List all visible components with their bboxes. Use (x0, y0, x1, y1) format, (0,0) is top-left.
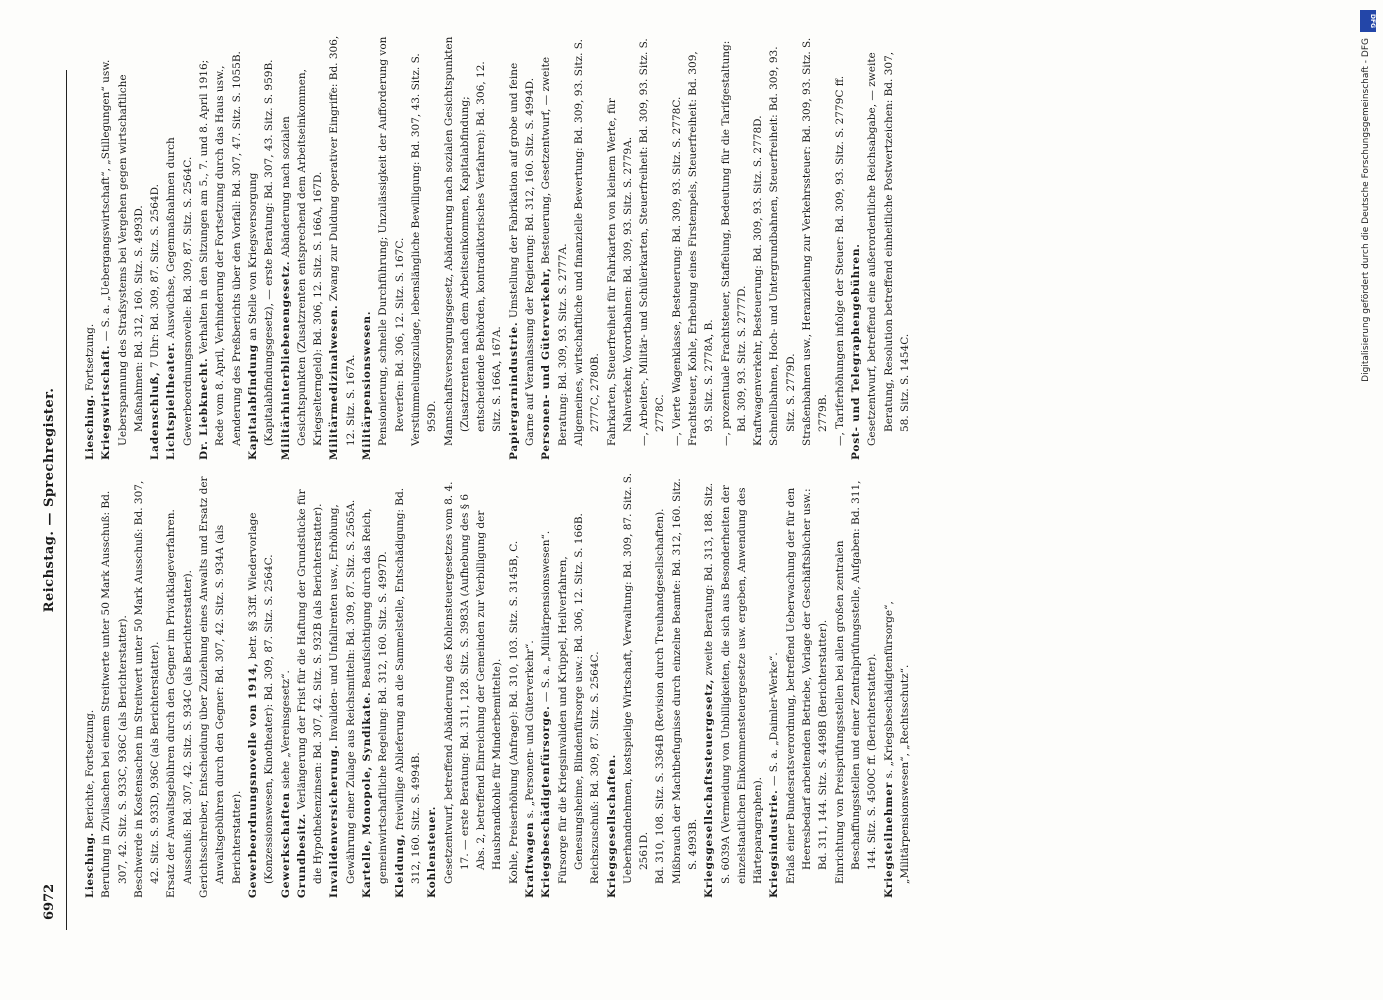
index-entry (864, 35, 913, 460)
index-entry (652, 473, 668, 898)
entry-text: Gesetzentwurf, betreffend eine außerordentliche Reichsabgabe, — zweite Beratung, Resolution betreffend einheitliche Postwertzeichen: Bd. 307, 58. Sitz. S. 1454C. (866, 51, 911, 446)
entry-keyword: Kartelle, Monopole, Syndikate. (361, 691, 374, 898)
index-entry (392, 473, 425, 898)
index-entry (832, 35, 848, 460)
heading-rest: Berichte, Fortsetzung. (84, 709, 96, 830)
entry-text: — S. a. „Militärpensionswesen“. (540, 530, 553, 703)
entry-text: Gerichtsschreiber, Entscheidung über Zuziehung eines Anwalts und Ersatz der Anwaltsgebühren durch den Gegner: Bd. 307, 42. Sitz. S. 934A (als Berichterstatter). (198, 476, 243, 898)
entry-keyword: Militärmedizinalwesen. (328, 304, 341, 460)
entry-text: Straßenbahnen usw., Heranziehung zur Verkehrssteuer: Bd. 309, 93. Sitz. S. 2779B. (801, 37, 830, 446)
index-entry (766, 473, 782, 898)
index-entry (163, 473, 196, 898)
index-entry (131, 473, 164, 898)
index-entry (115, 35, 148, 460)
entry-keyword: Grundbesitz. (295, 812, 308, 898)
entry-keyword: Kleidung, (393, 833, 406, 898)
entry-text: Berufung in Zivilsachen bei einem Streitwerte unter 50 Mark Ausschuß: Bd. 307, 42. Sitz. S. 933C, 936C (als Berichterstatter). (100, 490, 129, 898)
entry-text: Erlaß einer Bundesratsverordnung, betreffend Ueberwachung der für den Heeresbedarf arbeitenden Betriebe, Vorlage der Geschäftsbücher usw.: Bd. 311, 144. Sitz. S. 4498B (Berichterstatter). (784, 487, 830, 884)
index-entry (669, 473, 702, 898)
index-entry (196, 473, 245, 898)
index-entry (147, 35, 163, 460)
entry-text: freiwillige Ablieferung an die Sammelstelle, Entschädigung: Bd. 312, 160. Sitz. S. 4994B. (393, 487, 422, 884)
entry-text: Reichszuschuß: Bd. 309, 87. Sitz. S. 2564C. (589, 651, 602, 884)
entry-text: Fürsorge für die Kriegsinvaliden und Krüppel, Heilverfahren, Genesungsheime, Blindenfürsorge usw.: Bd. 306, 12. Sitz. S. 166B. (556, 513, 585, 884)
entry-text: Kohle, Preiserhöhung (Anfrage): Bd. 310, 103. Sitz. S. 3145B, C. (507, 540, 520, 884)
entry-text: betr. §§ 33ff. Wiedervorlage (Konzessionswesen, Kinotheater): Bd. 309, 87. Sitz. S. 2564C. (246, 512, 276, 884)
entry-keyword: Post- und Telegraphengebühren. (849, 243, 862, 460)
index-entry (718, 35, 751, 460)
entry-keyword: Lichtspieltheater. (165, 341, 178, 460)
index-entry (620, 473, 653, 898)
entry-text: —, Vierte Wagenklasse, Besteuerung: Bd. 309, 93. Sitz. S. 2778C. (670, 96, 683, 446)
index-entry (832, 473, 881, 898)
index-entry (359, 473, 392, 898)
page-header (42, 0, 72, 1000)
index-entry (799, 35, 832, 460)
entry-keyword: Ladenschluß, (149, 371, 162, 460)
entry-text: Beschwerde in Kostensachen im Streitwert unter 50 Mark Ausschuß: Bd. 307, 42. Sitz. S. 933D, 936C (als Berichterstatter). (132, 480, 162, 898)
index-entry (587, 473, 603, 898)
heading-rest: Fortsetzung. (84, 323, 96, 392)
entry-text: siehe „Vereinsgesetz“. (279, 670, 292, 789)
index-entry (538, 473, 554, 898)
entry-text: Invaliden- und Unfallrenten usw., Erhöhung, Gewährung einer Zulage aus Reichsmitteln: Bd. 309, 87. Sitz. S. 2565A. (328, 499, 357, 884)
entry-keyword: Personen- und Güterverkehr, (540, 267, 553, 460)
entry-text: —, Tariferhöhungen infolge der Steuer: Bd. 309, 93. Sitz. S. 2779C ff. (833, 75, 846, 446)
header-rule (66, 70, 67, 930)
entry-text: Allgemeines, wirtschaftliche und finanzielle Bewertung: Bd. 309, 93. Sitz. S. 2777C, 2780B. (572, 39, 602, 446)
index-entry (685, 35, 718, 460)
entry-text: Beaufsichtigung durch das Reich, gemeinwirtschaftliche Regelung: Bd. 312, 160. Sitz. S. 4997D. (361, 508, 390, 884)
index-entry (326, 35, 359, 460)
entry-text: Verhalten in den Sitzungen am 5., 7. und 8. April 1916; Rede vom 8. April, Verhinderung der Fortsetzung durch das Haus usw., Aenderung des Preßberichts über den Vorfall: Bd. 307, 47. Sitz. S. 1055B. (198, 51, 243, 446)
index-entry (245, 473, 278, 898)
entry-text: Besteuerung, Gesetzentwurf, — zweite Beratung: Bd. 309, 93. Sitz. S. 2777A. (540, 56, 569, 446)
entry-text: Ueberspannung des Strafsystems bei Vergehen gegen wirtschaftliche Maßnahmen: Bd. 312, 160. Sitz. S. 4993D. (116, 74, 145, 446)
entry-text: Frachtsteuer, Kohle, Erhebung eines Firstempels, Steuerfreiheit: Bd. 309, 93. Sitz. S. 2778A, B. (686, 51, 716, 446)
index-entry (783, 473, 832, 898)
right-column-heading (82, 35, 98, 460)
entry-text: Mißbrauch der Machtbefugnisse durch einzelne Beamte: Bd. 312, 160. Sitz. S. 4993B. (670, 478, 699, 884)
entry-text: Pensionierung, schnelle Durchführung; Unzulässigkeit der Aufforderung von Reverſen: Bd. 306, 12. Sitz. S. 167C. (377, 36, 406, 446)
index-entry (669, 35, 685, 460)
entry-text: Auswüchse, Gegenmaßnahmen durch Gewerbeordnungsnovelle: Bd. 309, 87. Sitz. S. 2564C. (165, 137, 194, 446)
entry-text: —, prozentuale Frachtsteuer, Staffelung, Bedeutung für die Tarifgestaltung: Bd. 309, 93. Sitz. S. 2777D. (719, 40, 748, 446)
entry-text: Verlängerung der Frist für die Haftung der Grundstücke für die Hypothekenzinsen: Bd. 307, 42. Sitz. S. 932B (als Berichterstatter). (295, 489, 325, 884)
index-entry (555, 473, 588, 898)
index-entry (441, 35, 506, 460)
index-entry (571, 35, 604, 460)
entry-keyword: Kohlensteuer. (426, 805, 439, 898)
index-entry (538, 35, 571, 460)
entry-keyword: Kriegsgesellschaftssteuergesetz, (703, 678, 716, 898)
left-column-heading (82, 473, 98, 898)
index-entry (278, 35, 327, 460)
left-column (82, 473, 913, 898)
entry-text: Bd. 310, 108. Sitz. S. 3364B (Revision durch Treuhandgesellschaften). (654, 508, 667, 884)
index-entry (326, 473, 359, 898)
dfg-logo: DFG (1360, 10, 1376, 32)
entry-text: — S. a. „Daimler-Werke“. (768, 652, 781, 787)
dfg-side-note (1359, 8, 1377, 968)
index-entry (506, 35, 539, 460)
entry-text: —, Arbeiter-, Militär- und Schülerkarten, Steuerfreiheit: Bd. 309, 93. Sitz. S. 2778C. (638, 38, 667, 446)
entry-text: Ueberhandnehmen, kostspielige Wirtschaft, Verwaltung: Bd. 309, 87. Sitz. S. 2561D. (621, 473, 651, 884)
index-entry (294, 473, 327, 898)
index-entry (881, 473, 914, 898)
entry-keyword: Kriegsindustrie. (768, 789, 781, 898)
entry-keyword: Invalidenversicherung. (328, 744, 341, 898)
entry-text: Schnellbahnen, Hoch- und Untergrundbahnen, Steuerfreiheit: Bd. 309, 93. Sitz. S. 2779D. (768, 46, 797, 446)
entry-text: Abänderung nach sozialen Gesichtspunkten (Zusatzrenten entsprechend dem Arbeitseinkommen, Kriegselterngeld): Bd. 306, 12. Sitz. S. 166A, 167D. (279, 68, 325, 446)
entry-keyword: Kraftwagen (524, 821, 537, 898)
index-entry (408, 35, 441, 460)
index-entry (163, 35, 196, 460)
entry-text: Einrichtung von Preisprüfungsstellen bei allen großen zentralen Beschaffungsstellen und einer Zentralprüfungsstelle, Aufgaben: Bd. 311, 144. Sitz. S. 4500C ff. (Berichterstatter). (833, 480, 879, 884)
entry-keyword: Papiergarnindustrie. (507, 321, 520, 460)
entry-keyword: Militärpensionswesen. (361, 310, 374, 460)
index-entry (766, 35, 799, 460)
entry-text: 7 Uhr: Bd. 309, 87. Sitz. S. 2564D. (149, 184, 162, 369)
right-column (82, 35, 913, 460)
dfg-funding-note: Digitalisierung gefördert durch die Deutsche Forschungsgemeinschaft - DFG (1361, 38, 1371, 382)
entry-keyword: Kapitalabfindung (246, 344, 259, 460)
page-title: Reichstag. — Sprechregister. (42, 387, 57, 613)
entry-keyword: Militärhinterbliebenengesetz. (279, 260, 292, 460)
index-entry (750, 35, 766, 460)
index-entry (848, 35, 864, 460)
index-entry (441, 473, 506, 898)
index-entry (604, 473, 620, 898)
entry-text: s. „Personen- und Güterverkehr“. (524, 640, 537, 819)
entry-text: Fahrkarten, Steuerfreiheit für Fahrkarten von kleinem Werte, für Nahverkehr, Vorortbahnen: Bd. 309, 93. Sitz. S. 2779A. (605, 98, 634, 446)
index-entry (359, 35, 375, 460)
entry-text: Zwang zur Duldung operativer Eingriffe: Bd. 306, 12. Sitz. S. 167A. (328, 35, 357, 446)
index-entry (701, 473, 766, 898)
entry-text: Mannschaftsversorgungsgesetz, Abänderung nach sozialen Gesichtspunkten (Zusatzrenten nach dem Arbeitseinkommen, Kapitalabfindung; entscheidende Behörden, kontradiktorisches Verfahren): Bd. 306, 12. Sitz. S. 166A, 167A. (442, 36, 504, 446)
entry-text: — S. a. „Uebergangswirtschaft“, „Stillegungen“ usw. (100, 59, 113, 342)
heading-name: Liesching. (84, 394, 96, 460)
heading-name: Liesching. (84, 832, 96, 898)
entry-keyword: Kriegsgesellschaften. (605, 753, 618, 898)
entry-text: Ersatz der Anwaltsgebühren durch den Gegner im Privatklageverfahren. Ausschuß: Bd. 307, 42. Sitz. S. 934C (als Berichterstatter). (165, 509, 194, 898)
page-number: 6972 (42, 883, 57, 920)
index-entry (522, 473, 538, 898)
entry-text: Umstellung der Fabrikation auf grobe und feine Garne auf Veranlassung der Regierung: Bd. 312, 160. Sitz. S. 4994D. (507, 62, 537, 446)
index-entry (98, 35, 114, 460)
entry-keyword: Kriegsbeschädigtenfürsorge. (540, 705, 553, 898)
entry-keyword: Dr. Liebknecht. (198, 357, 211, 460)
entry-keyword: Kriegsteilnehmer (882, 781, 895, 898)
entry-text: Gesetzentwurf, betreffend Abänderung des Kohlensteuergesetzes vom 8. 4. 17. — erste Beratung: Bd. 311, 128. Sitz. S. 3983A (Aufhebung des § 6 Abs. 2, betreffend Einreichung der Gemeinden zur Verbilligung der Hausbrandkohle für Minderbemittelte). (442, 481, 504, 884)
entry-keyword: Gewerkschaften (279, 792, 292, 898)
index-entry (506, 473, 522, 898)
index-entry (604, 35, 637, 460)
index-entry (245, 35, 278, 460)
entry-text: an Stelle von Kriegsversorgung (Kapitalabfindungsgesetz), — erste Beratung: Bd. 307, 43. Sitz. S. 959B. (246, 59, 276, 446)
entry-text: Kraftwagenverkehr, Besteuerung: Bd. 309, 93. Sitz. S. 2778D. (752, 115, 765, 446)
entry-keyword: Gewerbeordnungsnovelle von 1914, (246, 662, 259, 898)
index-entry (375, 35, 408, 460)
entry-text: zweite Beratung: Bd. 313, 188. Sitz. S. 6039A (Vermeidung von Unbilligkeiten, die sich aus Besonderheiten der einzelstaatlichen Einkommensteuergesetze usw. ergeben, Anwendung des Härteparagraphen). (703, 482, 765, 884)
index-entry (278, 473, 294, 898)
entry-text: Verstümmelungszulage, lebenslängliche Bewilligung: Bd. 307, 43. Sitz. S. 959D. (409, 53, 439, 446)
index-entry (98, 473, 131, 898)
entry-keyword: Kriegswirtschaft. (100, 344, 113, 460)
index-entry (196, 35, 245, 460)
index-entry (424, 473, 440, 898)
index-entry (636, 35, 669, 460)
entry-text: s. „Kriegsbeschädigtenfürsorge“, „Militärpensionswesen“, „Rechtsschutz“. (882, 601, 911, 884)
